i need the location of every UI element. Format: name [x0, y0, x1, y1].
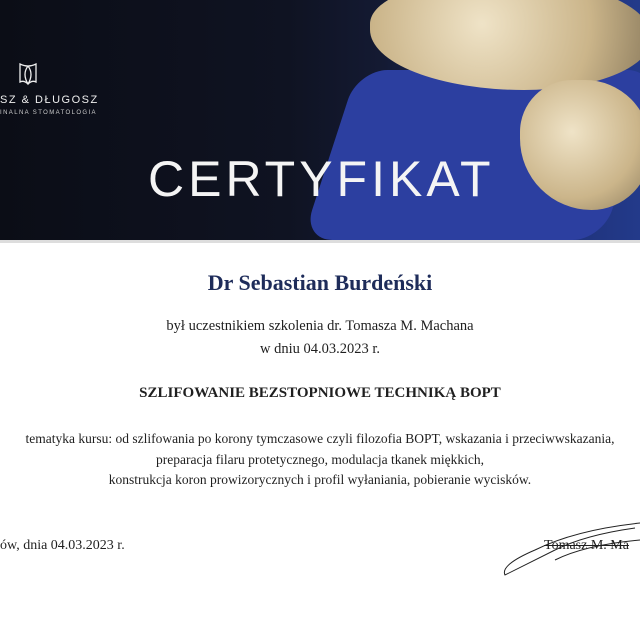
participation-text: był uczestnikiem szkolenia dr. Tomasza M. Machana — [166, 318, 474, 334]
certificate-title: CERTYFIKAT — [148, 151, 495, 207]
signature-scribble-icon — [495, 520, 640, 580]
course-title: SZLIFOWANIE BEZSTOPNIOWE TECHNIKĄ BOPT — [139, 385, 501, 401]
signature-name: Tomasz M. Ma — [544, 538, 629, 553]
certificate-header — [0, 0, 640, 243]
recipient-name: Dr Sebastian Burdeński — [207, 270, 433, 295]
logo-icon — [18, 62, 38, 86]
place-date: ów, dnia 04.03.2023 r. — [0, 538, 125, 553]
topics-line-1: tematyka kursu: od szlifowania po korony tymczasowe czyli filozofia BOPT, wskazania i przeciwwskazania, — [25, 431, 615, 446]
brand-subtitle: INALNA STOMATOLOGIA — [0, 110, 97, 116]
brand-name: SZ & DŁUGOSZ — [0, 94, 99, 106]
topics-line-2: preparacja filaru protetycznego, modulacja tkanek miękkich, — [156, 452, 484, 467]
topics-line-3: konstrukcja koron prowizorycznych i profil wyłaniania, pobieranie wycisków. — [108, 472, 532, 487]
divider — [0, 240, 640, 243]
date-text: w dniu 04.03.2023 r. — [259, 341, 381, 357]
